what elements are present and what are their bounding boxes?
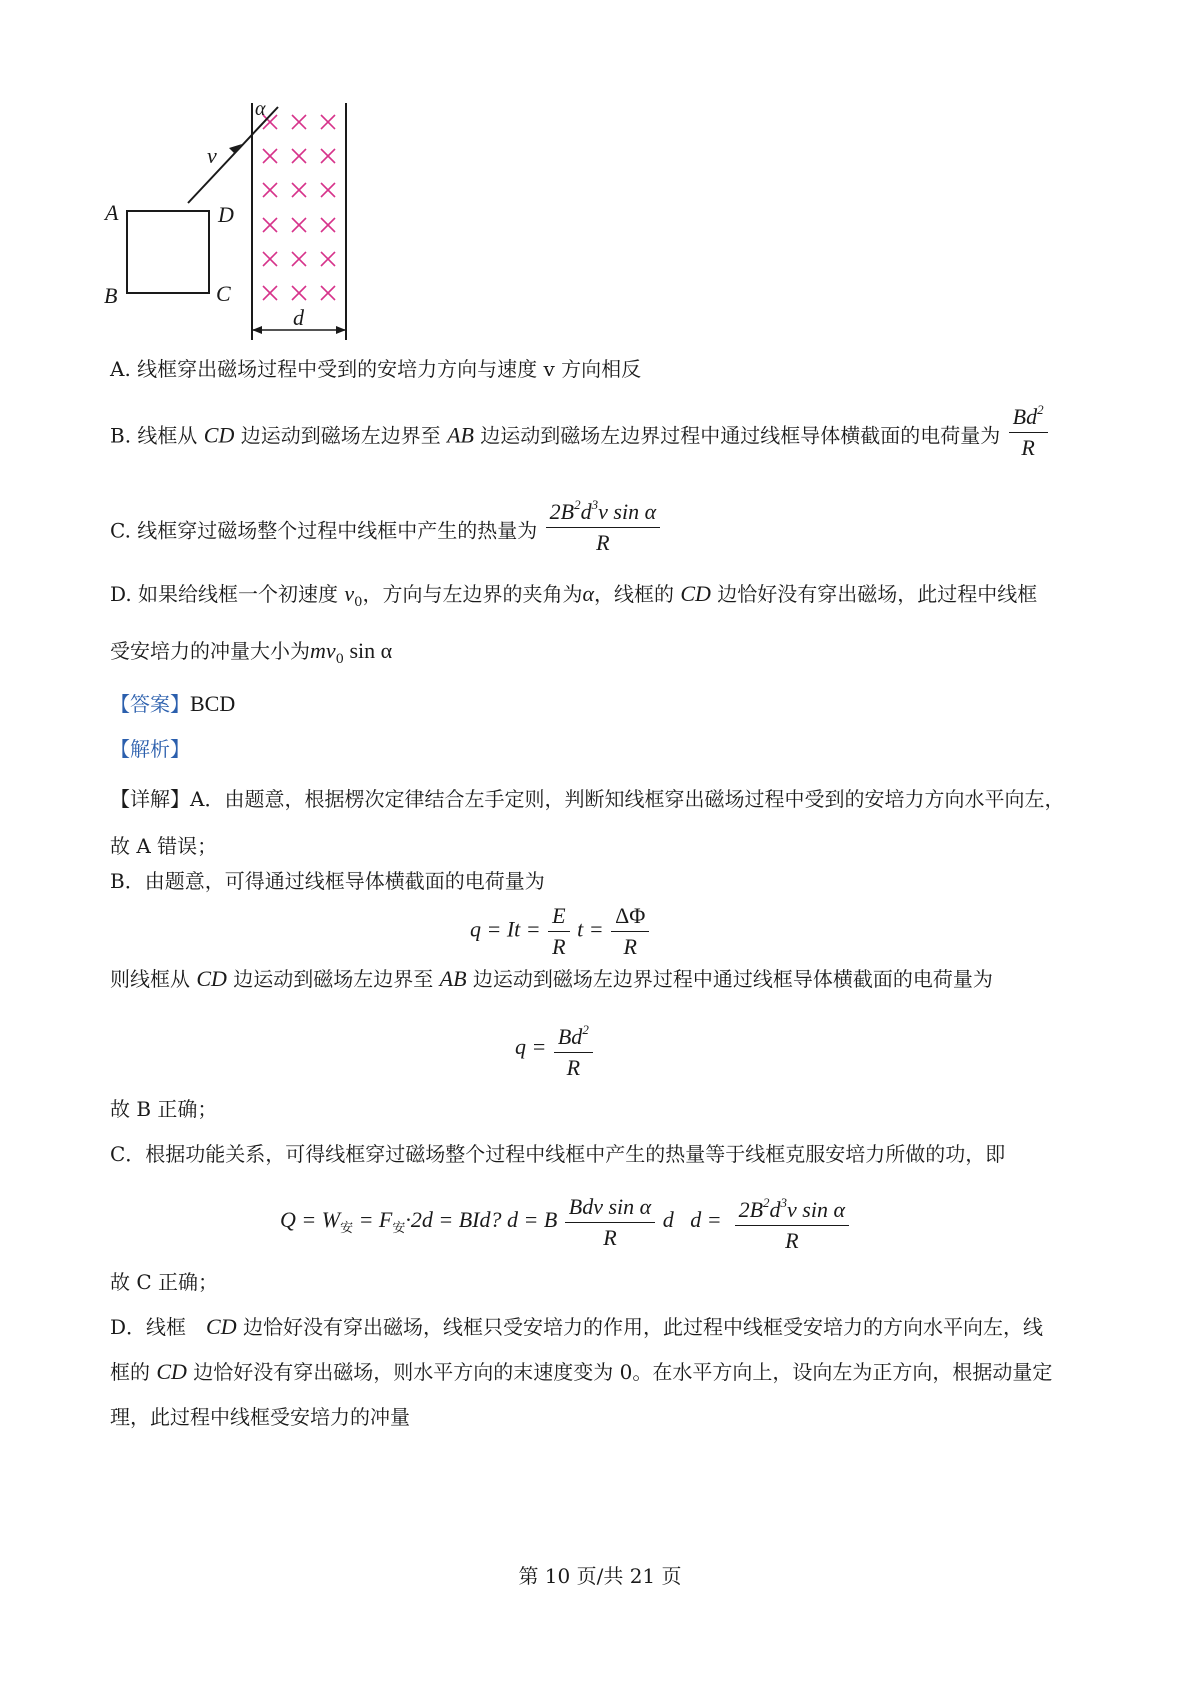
- dimension-arrow-left: [252, 326, 262, 334]
- detail-d-line3: 理，此过程中线框受安培力的冲量: [110, 1405, 410, 1429]
- field-cross: [321, 115, 335, 129]
- label-v: v: [207, 143, 217, 168]
- page-number: 第 10 页/共 21 页: [518, 1564, 682, 1588]
- detail-b-line1: B．由题意，可得通过线框导体横截面的电荷量为: [110, 869, 545, 893]
- analysis-line: [110, 735, 190, 763]
- option-b-mid1: 边运动到磁场左边界至: [234, 423, 448, 448]
- option-b-prefix: B. 线框从: [110, 423, 204, 448]
- field-cross: [292, 218, 306, 232]
- detail-c-line1: C．根据功能关系，可得线框穿过磁场整个过程中线框中产生的热量等于线框克服安培力所做的功，即: [110, 1142, 1006, 1166]
- option-b: [110, 402, 1050, 461]
- option-a: [110, 355, 641, 383]
- detail-a-line1: 【详解】A．由题意，根据楞次定律结合左手定则，判断知线框穿出磁场过程中受到的安培力方向水平向左，: [110, 787, 1065, 811]
- label-C: C: [216, 281, 231, 306]
- detail-a-line2: 故 A 错误；: [110, 834, 218, 858]
- detail-d-line2: 框的 CD 边恰好没有穿出磁场，则水平方向的末速度变为 0。在水平方向上，设向左为正方向，根据动量定: [110, 1359, 1053, 1384]
- field-cross: [292, 286, 306, 300]
- option-c-prefix: C. 线框穿过磁场整个过程中线框中产生的热量为: [110, 518, 538, 543]
- field-cross: [321, 286, 335, 300]
- field-cross: [292, 149, 306, 163]
- label-B: B: [104, 283, 118, 308]
- label-D: D: [218, 202, 234, 227]
- label-d: d: [293, 305, 304, 330]
- wire-frame: [127, 211, 209, 293]
- option-a-text: A. 线框穿出磁场过程中受到的安培力方向与速度 v 方向相反: [110, 357, 642, 381]
- label-A: A: [105, 200, 119, 225]
- equation-charge-result: q = $\frac{Bd^2}{R}$: [515, 1017, 595, 1081]
- field-cross: [321, 149, 335, 163]
- field-cross: [292, 115, 306, 129]
- option-c: [110, 497, 662, 556]
- field-cross: [263, 149, 277, 163]
- physics-figure: [100, 95, 400, 355]
- field-cross: [321, 218, 335, 232]
- detail-c-line2: 故 C 正确；: [110, 1270, 219, 1294]
- option-c-fraction: $\frac{2B^2d^3v \sin \alpha}{R}$: [546, 492, 660, 556]
- option-b-cd: CD: [203, 422, 235, 448]
- dimension-arrow-right: [336, 326, 346, 334]
- field-cross: [321, 183, 335, 197]
- answer-value: BCD: [190, 691, 236, 716]
- field-cross: [321, 252, 335, 266]
- equation-charge-general: q = It = $\frac{E}{R}$ t = $\frac{\Delta\Phi}{R}$: [470, 903, 651, 960]
- detail-tag: 【详解】: [110, 787, 190, 811]
- option-d-line1: D. 如果给线框一个初速度 $v_0$，方向与左边界的夹角为α，线框的 CD 边恰好没有穿出磁场，此过程中线框: [110, 581, 1038, 610]
- field-cross: [263, 218, 277, 232]
- answer-line: [110, 690, 235, 718]
- field-cross: [292, 183, 306, 197]
- field-cross: [292, 252, 306, 266]
- detail-b-line2: 则线框从 CD 边运动到磁场左边界至 AB 边运动到磁场左边界过程中通过线框导体横截面的电荷量为: [110, 966, 993, 991]
- option-d-line2: 受安培力的冲量大小为$mv_0$ sin α: [110, 638, 393, 667]
- page-footer: [0, 1560, 1200, 1589]
- equation-heat: $Q = W_安 = F_安\cdot 2d$ = BId? d = B $\frac{\text{Bdv sin α}}{R}$ d d = $\frac{2B^2d^3v \sin \alpha}{R}$: [280, 1190, 851, 1254]
- option-b-mid2: 边运动到磁场左边界过程中通过线框导体横截面的电荷量为: [473, 423, 1001, 448]
- detail-d-line1: D．线框 CD 边恰好没有穿出磁场，线框只受安培力的作用，此过程中线框受安培力的方向水平向左，线: [110, 1314, 1043, 1339]
- field-cross: [263, 252, 277, 266]
- velocity-arrow: [188, 107, 278, 203]
- option-b-ab: AB: [447, 422, 474, 448]
- detail-b-line3: 故 B 正确；: [110, 1097, 218, 1121]
- field-cross: [263, 183, 277, 197]
- option-b-fraction: $\frac{Bd^2}{R}$: [1009, 397, 1048, 461]
- analysis-tag: 【解析】: [110, 737, 190, 761]
- label-alpha: α: [255, 98, 266, 120]
- magnetic-field-crosses: [263, 115, 335, 300]
- field-cross: [263, 286, 277, 300]
- answer-tag: 【答案】: [110, 692, 190, 716]
